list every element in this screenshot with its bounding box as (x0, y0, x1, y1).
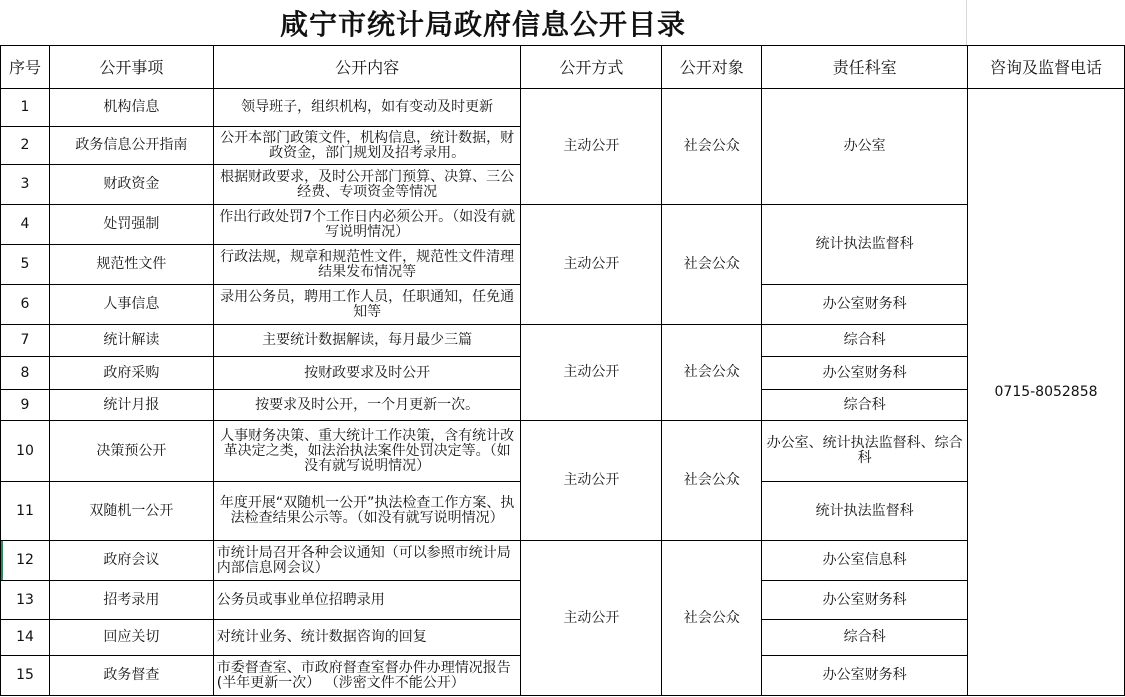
cell-content[interactable]: 领导班子，组织机构，如有变动及时更新 (213, 89, 521, 127)
table-row (1, 541, 1125, 581)
cell-method[interactable]: 主动公开 (521, 205, 662, 325)
cell-dept[interactable]: 办公室财务科 (762, 581, 968, 620)
cell-content[interactable]: 公务员或事业单位招聘录用 (213, 581, 521, 620)
cell-method[interactable]: 主动公开 (521, 89, 662, 205)
cell-method[interactable]: 主动公开 (521, 325, 662, 421)
cell-item[interactable]: 双随机一公开 (49, 482, 213, 541)
cell-seq[interactable]: 9 (1, 390, 50, 421)
cell-seq[interactable]: 13 (1, 581, 50, 620)
header-audience[interactable]: 公开对象 (662, 46, 762, 89)
cell-seq[interactable]: 5 (1, 245, 50, 285)
cell-seq[interactable]: 4 (1, 205, 50, 245)
cell-dept[interactable]: 统计执法监督科 (762, 205, 968, 285)
disclosure-table (0, 45, 1125, 696)
cell-dept[interactable]: 办公室 (762, 89, 968, 205)
cell-seq[interactable]: 1 (1, 89, 50, 127)
cell-content[interactable]: 公开本部门政策文件，机构信息，统计数据，财政资金，部门规划及招考录用。 (213, 127, 521, 165)
cell-content[interactable]: 按要求及时公开，一个月更新一次。 (213, 390, 521, 421)
cell-content[interactable]: 人事财务决策、重大统计工作决策，含有统计改革决定之类，如法治执法案件处罚决定等。（如没有就写说明情况） (213, 421, 521, 482)
cell-method[interactable]: 主动公开 (521, 541, 662, 696)
cell-seq[interactable]: 12 (1, 541, 50, 581)
cell-audience[interactable]: 社会公众 (662, 325, 762, 421)
cell-item[interactable]: 统计解读 (49, 325, 213, 357)
header-seq[interactable]: 序号 (1, 46, 50, 89)
cell-phone[interactable]: 0715-8052858 (968, 89, 1125, 696)
cell-content[interactable]: 对统计业务、统计数据咨询的回复 (213, 620, 521, 656)
header-method[interactable]: 公开方式 (521, 46, 662, 89)
cell-item[interactable]: 财政资金 (49, 165, 213, 205)
cell-dept[interactable]: 统计执法监督科 (762, 482, 968, 541)
cell-content[interactable]: 市委督查室、市政府督查室督办件办理情况报告(半年更新一次） （涉密文件不能公开） (213, 656, 521, 696)
header-dept[interactable]: 责任科室 (762, 46, 968, 89)
header-item[interactable]: 公开事项 (49, 46, 213, 89)
cell-seq[interactable]: 2 (1, 127, 50, 165)
header-content[interactable]: 公开内容 (213, 46, 521, 89)
cell-item[interactable]: 机构信息 (49, 89, 213, 127)
cell-item[interactable]: 统计月报 (49, 390, 213, 421)
cell-seq[interactable]: 11 (1, 482, 50, 541)
cell-dept[interactable]: 综合科 (762, 325, 968, 357)
cell-dept[interactable]: 办公室、统计执法监督科、综合科 (762, 421, 968, 482)
cell-seq[interactable]: 8 (1, 357, 50, 390)
cell-dept[interactable]: 综合科 (762, 620, 968, 656)
header-row (1, 46, 1125, 89)
cell-item[interactable]: 回应关切 (49, 620, 213, 656)
cell-seq[interactable]: 7 (1, 325, 50, 357)
cell-dept[interactable]: 综合科 (762, 390, 968, 421)
cell-item[interactable]: 政务信息公开指南 (49, 127, 213, 165)
cell-content[interactable]: 按财政要求及时公开 (213, 357, 521, 390)
cell-item[interactable]: 规范性文件 (49, 245, 213, 285)
cell-content[interactable]: 作出行政处罚7个工作日内必须公开。（如没有就写说明情况） (213, 205, 521, 245)
cell-seq[interactable]: 10 (1, 421, 50, 482)
header-phone[interactable]: 咨询及监督电话 (968, 46, 1125, 89)
table-row (1, 421, 1125, 482)
document-title: 咸宁市统计局政府信息公开目录 (279, 7, 686, 41)
gridline (966, 0, 967, 45)
cell-dept[interactable]: 办公室财务科 (762, 285, 968, 325)
cell-item[interactable]: 政务督查 (49, 656, 213, 696)
cell-content[interactable]: 市统计局召开各种会议通知（可以参照市统计局内部信息网会议） (213, 541, 521, 581)
cell-content[interactable]: 行政法规，规章和规范性文件，规范性文件清理结果发布情况等 (213, 245, 521, 285)
cell-content[interactable]: 年度开展“双随机一公开”执法检查工作方案、执法检查结果公示等。（如没有就写说明情况） (213, 482, 521, 541)
cell-audience[interactable]: 社会公众 (662, 205, 762, 325)
cell-audience[interactable]: 社会公众 (662, 89, 762, 205)
cell-dept[interactable]: 办公室财务科 (762, 357, 968, 390)
cell-item[interactable]: 人事信息 (49, 285, 213, 325)
table-row (1, 325, 1125, 357)
cell-content[interactable]: 根据财政要求，及时公开部门预算、决算、三公经费、专项资金等情况 (213, 165, 521, 205)
table-row (1, 89, 1125, 127)
cell-audience[interactable]: 社会公众 (662, 421, 762, 541)
cell-item[interactable]: 招考录用 (49, 581, 213, 620)
cell-seq[interactable]: 15 (1, 656, 50, 696)
cell-seq[interactable]: 14 (1, 620, 50, 656)
cell-dept[interactable]: 办公室财务科 (762, 656, 968, 696)
cell-dept[interactable]: 办公室信息科 (762, 541, 968, 581)
cell-seq[interactable]: 6 (1, 285, 50, 325)
table-row (1, 205, 1125, 245)
cell-item[interactable]: 处罚强制 (49, 205, 213, 245)
cell-content[interactable]: 录用公务员，聘用工作人员，任职通知，任免通知等 (213, 285, 521, 325)
cell-content[interactable]: 主要统计数据解读，每月最少三篇 (213, 325, 521, 357)
cell-item[interactable]: 政府采购 (49, 357, 213, 390)
cell-method[interactable]: 主动公开 (521, 421, 662, 541)
title-row (0, 0, 1125, 45)
cell-seq[interactable]: 3 (1, 165, 50, 205)
cell-item[interactable]: 决策预公开 (49, 421, 213, 482)
cell-item[interactable]: 政府会议 (49, 541, 213, 581)
cell-audience[interactable]: 社会公众 (662, 541, 762, 696)
